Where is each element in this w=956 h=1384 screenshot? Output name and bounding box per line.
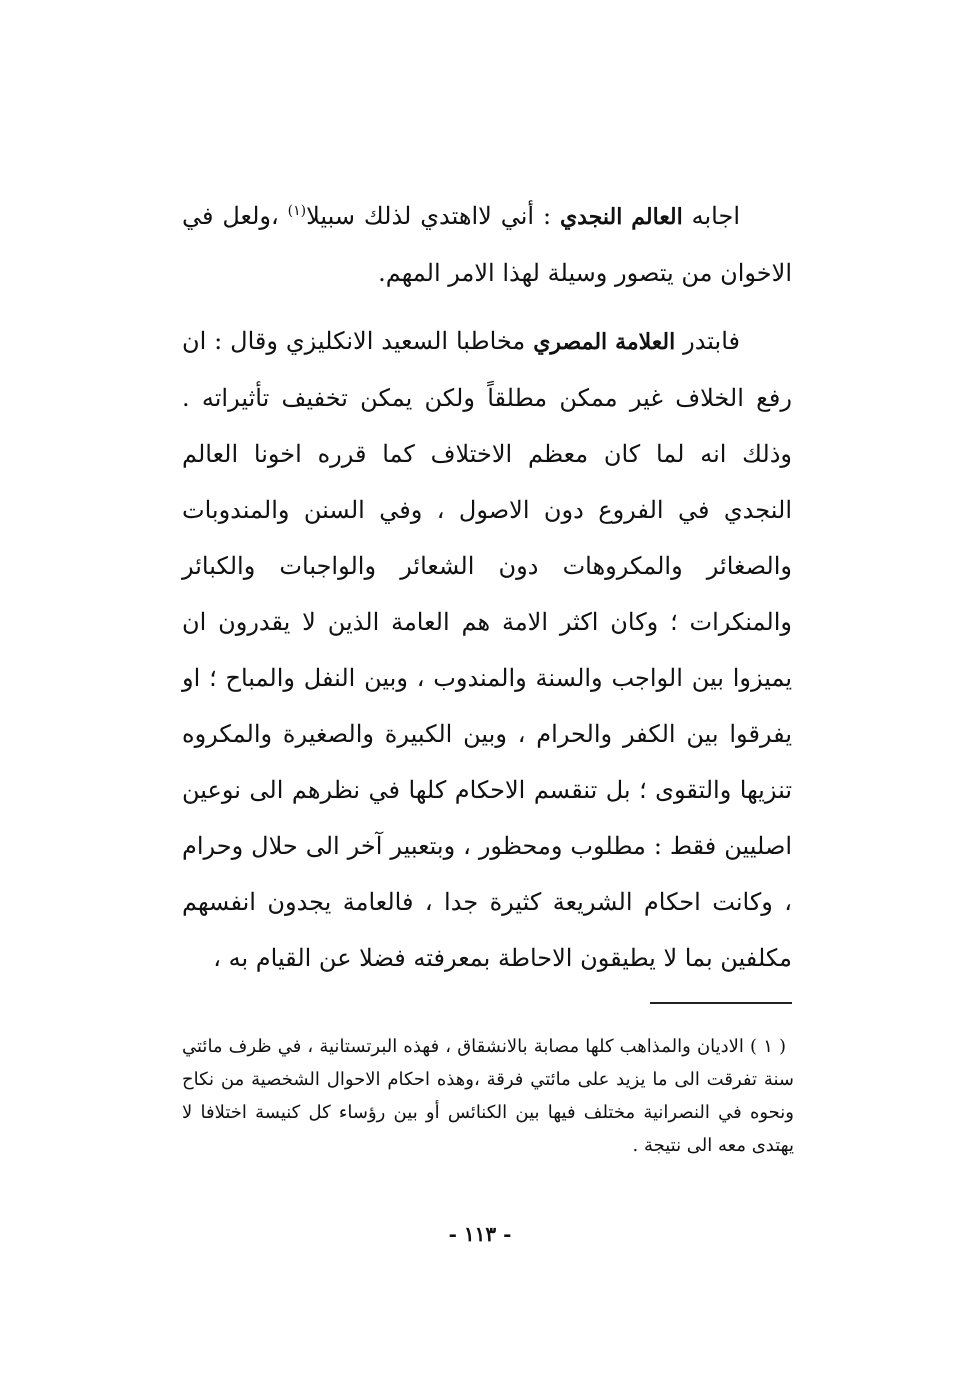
paragraph-2 [182, 313, 792, 986]
footnote-reference[interactable]: (١) [287, 203, 307, 219]
footnote-1: ( ١ ) الاديان والمذاهب كلها مصابة بالانشقاق ، فهذه البرتستانية ، في ظرف مائتي سنة تفرقت الى ما يزيد على مائتي فرقة ،وهذه احكام الاحوال الشخصية من نكاح ونحوه في النصرانية مختلف فيها بين الكنائس أو بين رؤساء كل كنيسة اختلافا لا يهتدى معه الى نتيجة . [182, 1036, 794, 1156]
speaker-misri: العلامة المصري [533, 329, 676, 355]
paragraph-2-before: فابتدر [675, 327, 741, 355]
paragraph-1-rest: ،ولعل في الاخوان من يتصور وسيلة لهذا الامر المهم. [182, 202, 792, 287]
paragraph-1-after: : أني لااهتدي لذلك سبيلا [306, 202, 560, 230]
paragraph-1-before: اجابه [682, 202, 740, 230]
footnote-divider [650, 1002, 792, 1004]
speaker-najdi: العالم النجدي [559, 204, 683, 230]
footnotes [182, 1030, 794, 1162]
paragraph-2-after: مخاطبا السعيد الانكليزي وقال : ان رفع الخلاف غير ممكن مطلقاً ولكن يمكن تخفيف تأثيراته . وذلك انه لما كان معظم الاختلاف كما قرره اخونا العالم النجدي في الفروع دون الاصول ، وفي السنن والمندوبات والصغائر والمكروهات دون الشعائر والواجبات والكبائر والمنكرات ؛ وكان اكثر الامة هم العامة الذين لا يقدرون ان يميزوا بين الواجب والسنة والمندوب ، وبين النفل والمباح ؛ او يفرقوا بين الكفر والحرام ، وبين الكبيرة والصغيرة والمكروه تنزيها والتقوى ؛ بل تنقسم الاحكام كلها في نظرهم الى نوعين اصليين فقط : مطلوب ومحظور ، وبتعبير آخر الى حلال وحرام ، وكانت احكام الشريعة كثيرة جدا ، فالعامة يجدون انفسهم مكلفين بما لا يطيقون الاحاطة بمعرفته فضلا عن القيام به ، [182, 327, 792, 972]
main-text [182, 188, 792, 986]
page-number: - ١١٣ - [448, 1222, 512, 1246]
paragraph-1 [182, 188, 792, 301]
